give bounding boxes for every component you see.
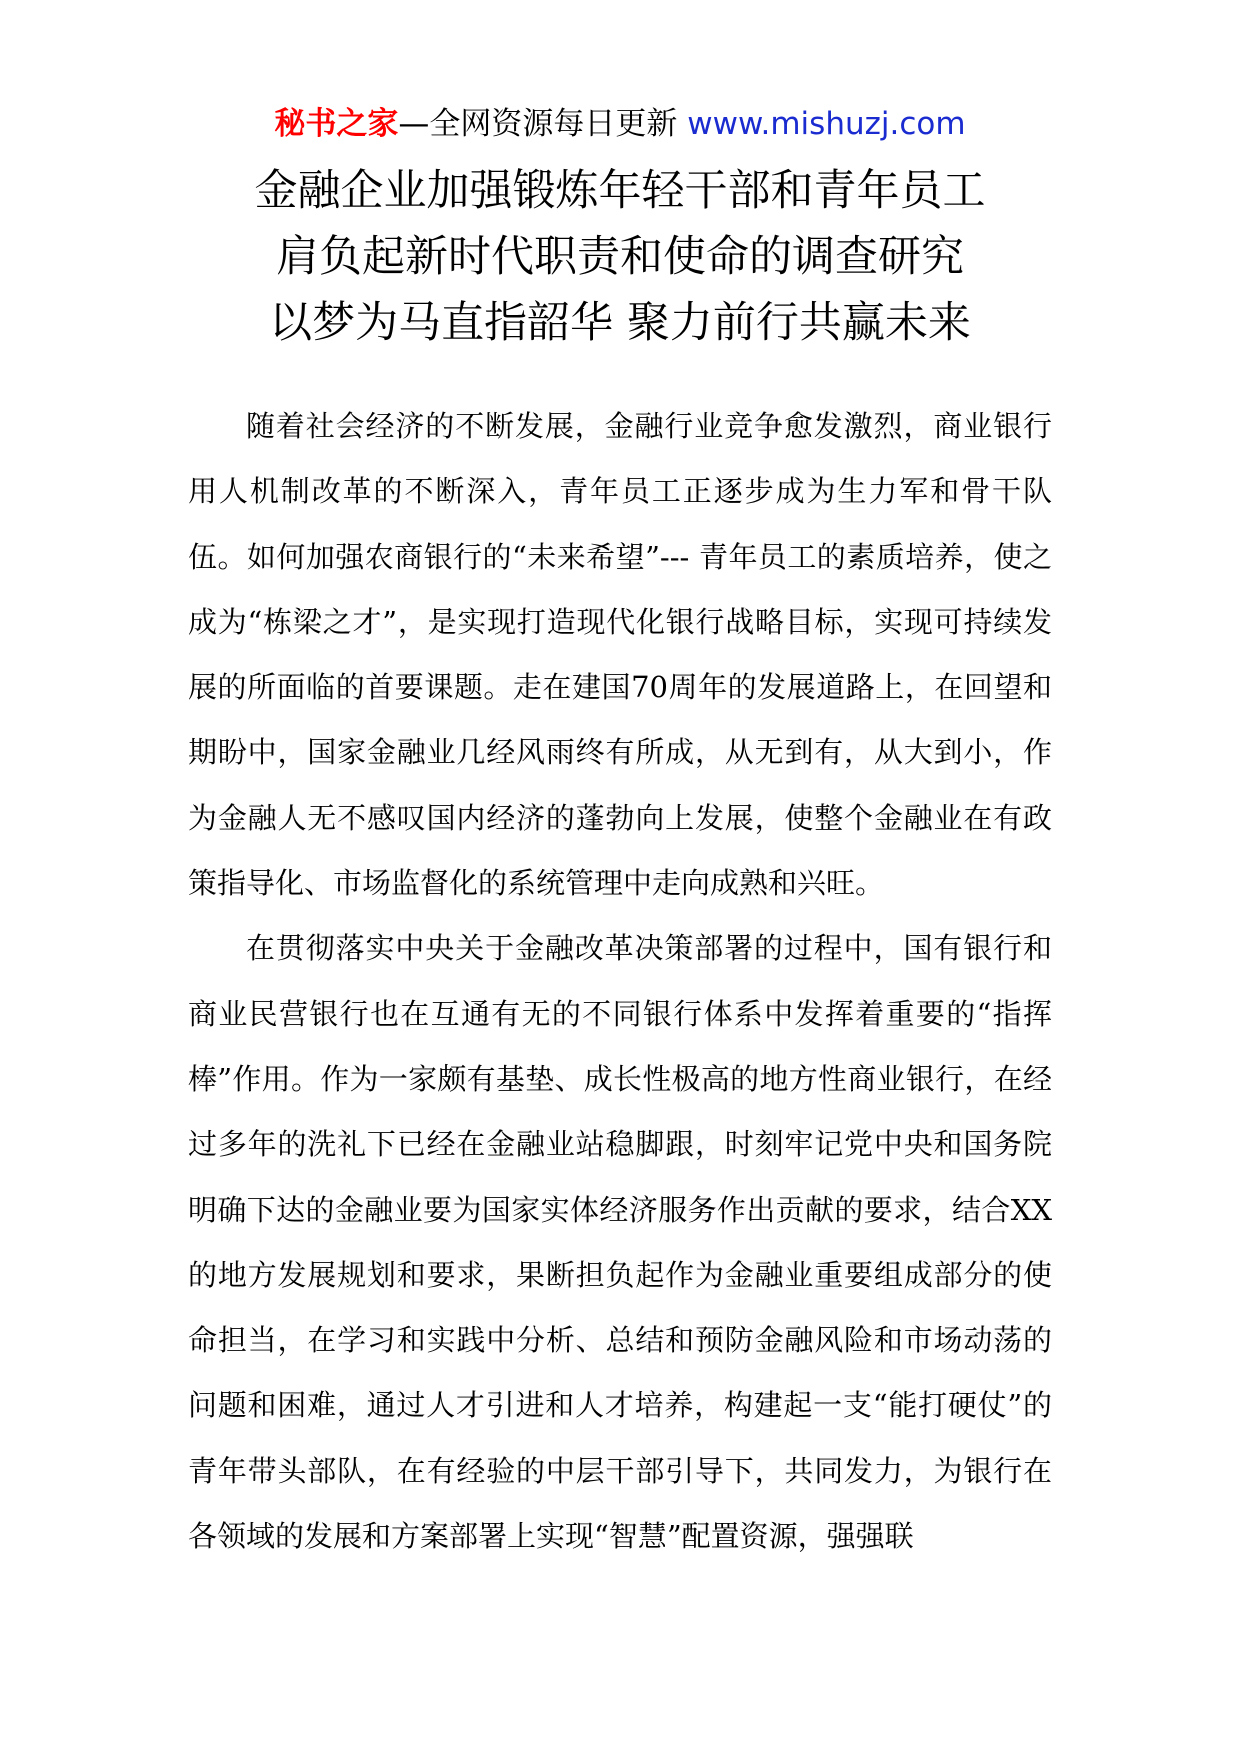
body-paragraph-1: 随着社会经济的不断发展，金融行业竞争愈发激烈，商业银行用人机制改革的不断深入，青年员工正逐步成为生力军和骨干队伍。如何加强农商银行的“未来希望”--- 青年员工的素质培养，使之成为“栋梁之才”，是实现打造现代化银行战略目标，实现可持续发展的所面临的首要课题。走在建国70周年的发展道路上，在回望和期盼中，国家金融业几经风雨终有所成，从无到有，从大到小，作为金融人无不感叹国内经济的蓬勃向上发展，使整个金融业在有政策指导化、市场监督化的系统管理中走向成熟和兴旺。 (188, 409, 1052, 901)
header-slogan: —全网资源每日更新 (398, 106, 678, 142)
site-url-link[interactable]: www.mishuzj.com (687, 106, 966, 142)
document-body (188, 394, 1052, 1569)
body-paragraph-2: 在贯彻落实中央关于金融改革决策部署的过程中，国有银行和商业民营银行也在互通有无的不同银行体系中发挥着重要的“指挥棒”作用。作为一家颇有基垫、成长性极高的地方性商业银行，在经过多年的洗礼下已经在金融业站稳脚跟，时刻牢记党中央和国务院明确下达的金融业要为国家实体经济服务作出贡献的要求，结合XX的地方发展规划和要求，果断担负起作为金融业重要组成部分的使命担当，在学习和实践中分析、总结和预防金融风险和市场动荡的问题和困难，通过人才引进和人才培养，构建起一支“能打硬仗”的青年带头部队，在有经验的中层干部引导下，共同发力，为银行在各领域的发展和方案部署上实现“智慧”配置资源，强强联 (188, 931, 1052, 1554)
title-line-2: 肩负起新时代职责和使命的调查研究 (276, 232, 964, 282)
brand-name: 秘书之家 (274, 106, 399, 142)
title-line-1: 金融企业加强锻炼年轻干部和青年员工 (254, 166, 986, 216)
title-line-3: 以梦为马直指韶华 聚力前行共赢未来 (269, 298, 971, 348)
document-title (0, 158, 1240, 356)
site-header (0, 98, 1240, 150)
